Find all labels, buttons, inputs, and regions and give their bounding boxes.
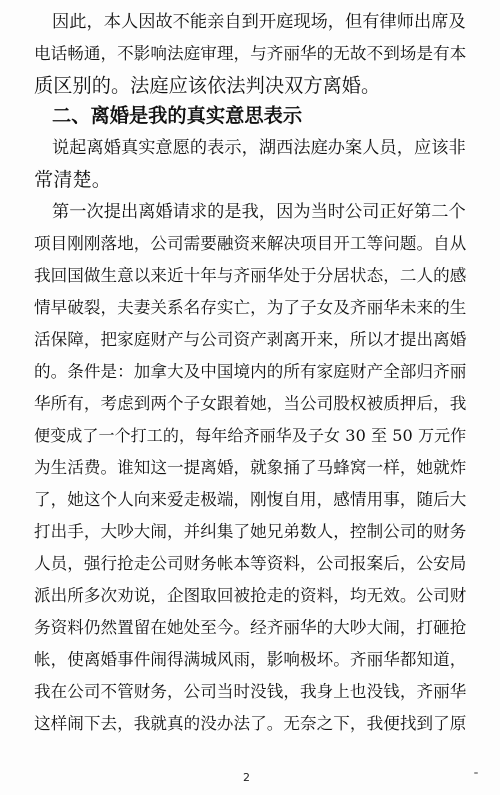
text-line: 务资料仍然置留在她处至今。经齐丽华的大吵大闹，打砸抢 [34, 618, 467, 637]
text-line: 项目刚刚落地，公司需要融资来解决项目开工等问题。自从 [34, 234, 467, 253]
text-line: 华所有，考虑到两个子女跟着她，当公司股权被质押后，我 [34, 394, 467, 413]
text-line: 质区别的。法庭应该依法判决双方离婚。 [34, 74, 381, 97]
text-line: 这样闹下去，我就真的没办法了。无奈之下，我便找到了原 [34, 714, 467, 733]
text-line: 的。条件是：加拿大及中国境内的所有家庭财产全部归齐丽 [34, 362, 467, 381]
text-line: 活保障，把家庭财产与公司资产剥离开来，所以才提出离婚 [34, 330, 467, 349]
text-line: 为生活费。谁知这一提离婚，就象捅了马蜂窝一样，她就炸 [34, 458, 467, 477]
scan-speck [474, 772, 478, 774]
text-line: 因此，本人因故不能亲自到开庭现场，但有律师出席及 [52, 12, 466, 32]
text-line: 我在公司不管财务，公司当时没钱，我身上也没钱，齐丽华 [34, 682, 467, 701]
text-line: 打出手，大吵大闹，并纠集了她兄弟数人，控制公司的财务 [34, 522, 467, 541]
text-line: 情早破裂，夫妻关系名存实亡，为了子女及齐丽华未来的生 [34, 298, 467, 317]
text-line: 我回国做生意以来近十年与齐丽华处于分居状态，二人的感 [34, 266, 467, 285]
text-line: 便变成了一个打工的，每年给齐丽华及子女 30 至 50 万元作 [34, 426, 467, 445]
text-line: 派出所多次劝说，企图取回被抢走的资料，均无效。公司财 [34, 586, 467, 605]
text-line: 说起离婚真实意愿的表示，湖西法庭办案人员，应该非 [52, 138, 466, 158]
text-line: 第一次提出离婚请求的是我，因为当时公司正好第二个 [52, 202, 466, 222]
page-number: 2 [243, 771, 250, 784]
text-line: 了，她这个人向来爱走极端，刚愎自用，感情用事，随后大 [34, 490, 467, 509]
text-line: 常清楚。 [34, 168, 111, 191]
section-heading: 二、离婚是我的真实意思表示 [52, 104, 303, 127]
text-line: 人员，强行抢走公司财务帐本等资料，公司报案后，公安局 [34, 554, 467, 573]
text-line: 电话畅通，不影响法庭审理，与齐丽华的无故不到场是有本 [34, 44, 467, 63]
text-line: 帐，使离婚事件闹得满城风雨，影响极坏。齐丽华都知道， [34, 650, 467, 669]
